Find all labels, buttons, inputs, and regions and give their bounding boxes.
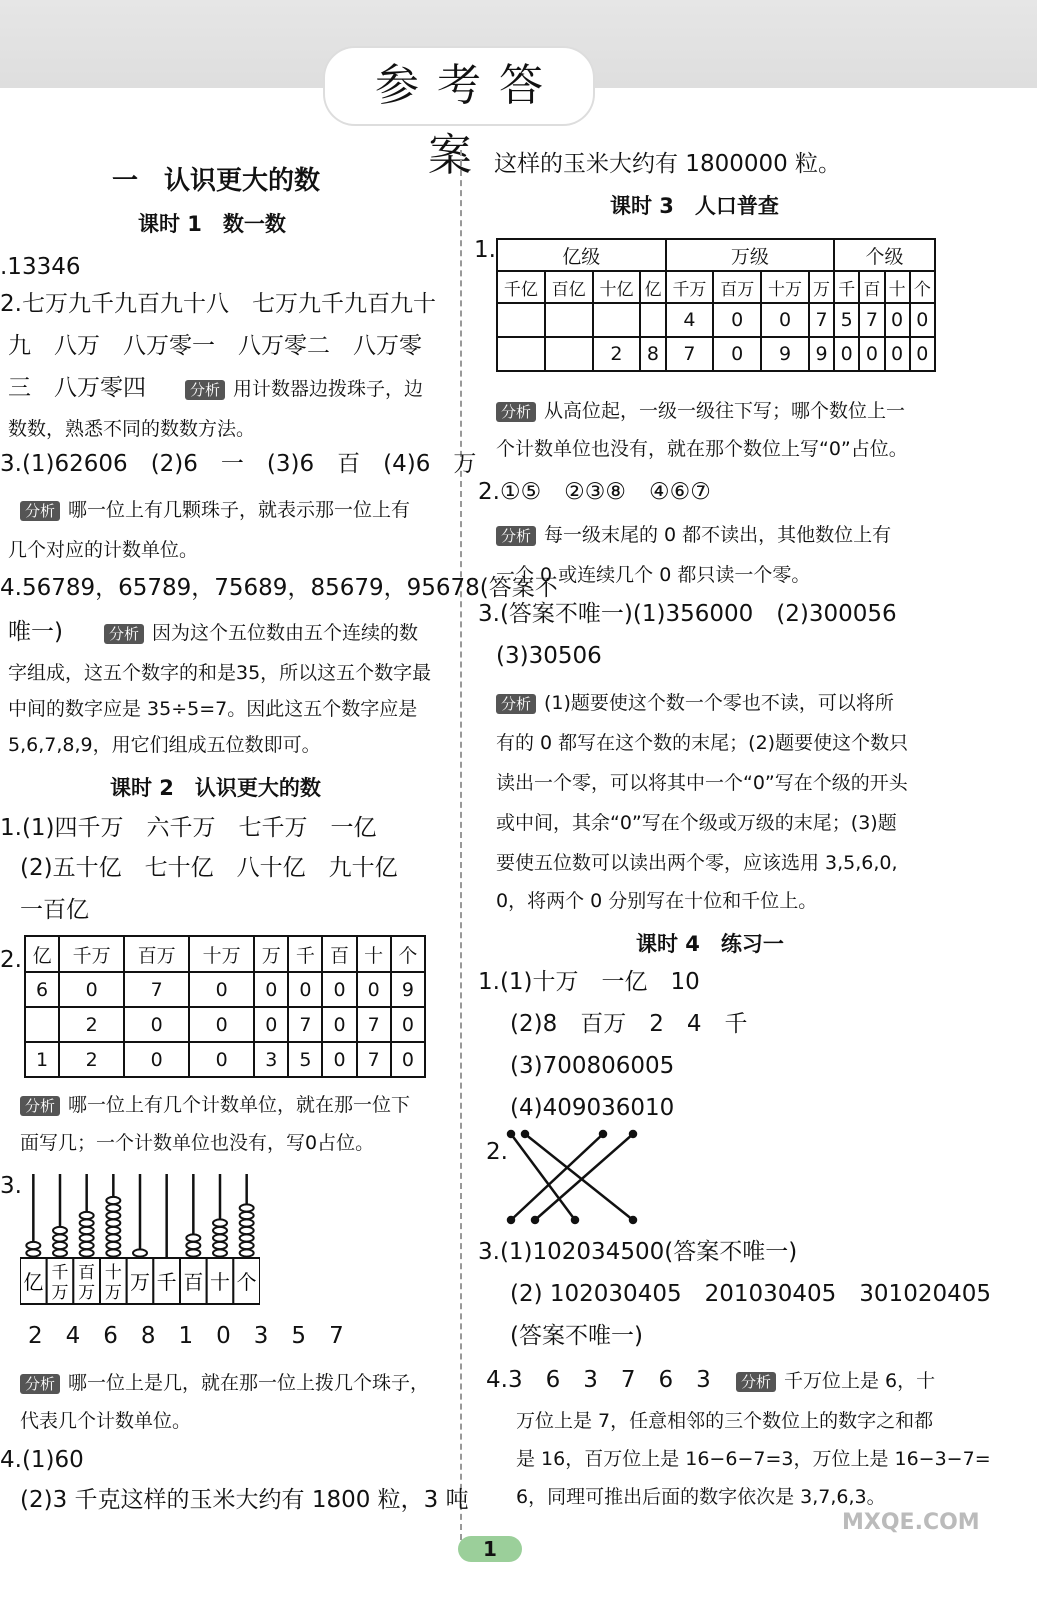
table-cell <box>497 303 545 337</box>
abacus-bead <box>106 1234 120 1241</box>
lesson2-title: 课时 2 认识更大的数 <box>110 776 321 800</box>
watermark: MXQE.COM <box>842 1510 980 1535</box>
l4-q4-analysis-a <box>736 1368 935 1394</box>
table-cell <box>545 337 593 371</box>
l1-q2-line3: 三 八万零四 <box>8 375 146 401</box>
abacus-bead <box>80 1234 94 1241</box>
table-cell: 0 <box>910 337 935 371</box>
abacus-label: 万 <box>51 1283 69 1303</box>
table-row <box>25 972 425 1007</box>
table-cell: 7 <box>357 1007 391 1042</box>
analysis-text: 从高位起，一级一级往下写；哪个数位上一 <box>544 400 906 422</box>
l1-q4-analysis-c: 中间的数字应是 35÷5=7。因此这五个数字应是 <box>8 698 418 720</box>
table-row <box>25 1007 425 1042</box>
place-value-table-levels <box>496 238 936 372</box>
l2-q3-analysis-b: 代表几个计数单位。 <box>20 1410 192 1432</box>
abacus-bead <box>106 1212 120 1219</box>
abacus-bead <box>240 1249 254 1256</box>
l2-q1-line1: 1.(1)四千万 六千万 七千万 一亿 <box>0 815 377 841</box>
table-header-row <box>497 271 935 303</box>
table-cell: 0 <box>834 337 859 371</box>
abacus-label: 千 <box>51 1263 69 1283</box>
title-box <box>325 48 593 181</box>
table-cell: 0 <box>859 337 884 371</box>
table-row <box>497 303 935 337</box>
table-cell: 0 <box>322 972 356 1007</box>
match-dot <box>600 1131 606 1137</box>
analysis-badge: 分析 <box>185 380 225 400</box>
table-header-cell: 百亿 <box>545 271 593 303</box>
table-cell: 0 <box>322 1007 356 1042</box>
table-cell: 9 <box>761 337 809 371</box>
abacus-bead <box>240 1227 254 1234</box>
table-cell: 0 <box>254 972 288 1007</box>
abacus-bead <box>213 1249 227 1256</box>
l1-q4-analysis-a <box>104 620 418 646</box>
page-number: 1 <box>458 1536 522 1562</box>
abacus-bead <box>106 1242 120 1249</box>
analysis-badge: 分析 <box>20 1096 60 1116</box>
l2-q1-line2: (2)五十亿 七十亿 八十亿 九十亿 <box>20 855 398 881</box>
match-line <box>511 1134 603 1220</box>
abacus-bead <box>186 1234 200 1241</box>
abacus-bead <box>106 1219 120 1226</box>
abacus-bead <box>80 1212 94 1219</box>
abacus-label: 百 <box>78 1263 96 1283</box>
table-header-cell: 千 <box>834 271 859 303</box>
table-header-cell: 万 <box>254 936 288 972</box>
table-cell: 4 <box>666 303 714 337</box>
table-cell: 0 <box>189 1042 254 1077</box>
table-cell: 0 <box>761 303 809 337</box>
l2-q3-label: 3. <box>0 1173 22 1199</box>
l3-q1-label: 1. <box>474 237 496 263</box>
lesson1-title: 课时 1 数一数 <box>138 212 286 236</box>
place-value-table <box>24 935 426 1078</box>
table-header-cell: 百 <box>859 271 884 303</box>
table-cell: 2 <box>59 1007 124 1042</box>
table-header-cell: 百万 <box>713 271 761 303</box>
abacus-bead <box>26 1242 40 1249</box>
table-cell: 9 <box>809 337 834 371</box>
table-header-cell: 千 <box>288 936 322 972</box>
analysis-text: 每一级末尾的 0 都不读出，其他数位上有 <box>544 524 892 546</box>
l1-q2-line2: 九 八万 八万零一 八万零二 八万零 <box>8 333 422 359</box>
abacus-bead <box>53 1249 67 1256</box>
table-header-cell: 千万 <box>59 936 124 972</box>
abacus-label: 万 <box>130 1270 150 1294</box>
l3-q3-analysis-d: 或中间，其余“0”写在个级或万级的末尾；(3)题 <box>496 812 897 834</box>
l2-q2-analysis-b: 面写几；一个计数单位也没有，写0占位。 <box>20 1132 375 1154</box>
table-cell <box>640 303 665 337</box>
table-cell: 0 <box>713 337 761 371</box>
l3-q2-analysis-b: 一个 0 或连续几个 0 都只读一个零。 <box>496 564 811 586</box>
match-dot <box>508 1217 514 1223</box>
lesson3-title: 课时 3 人口普查 <box>610 194 779 218</box>
l3-q3-analysis-e: 要使五位数可以读出两个零，应该选用 3,5,6,0, <box>496 852 898 874</box>
table-cell: 2 <box>593 337 641 371</box>
table-cell: 0 <box>124 1007 189 1042</box>
l1-q4-analysis-b: 字组成，这五个数字的和是35，所以这五个数字最 <box>8 662 432 684</box>
l1-q3-analysis-a <box>20 497 410 523</box>
l4-q1-line1: 1.(1)十万 一亿 10 <box>478 969 700 995</box>
abacus-label: 亿 <box>23 1270 44 1294</box>
l4-q1-line3: (3)700806005 <box>510 1053 675 1079</box>
table-header-cell: 十亿 <box>593 271 641 303</box>
l1-q3-analysis-b: 几个对应的计数单位。 <box>8 539 199 561</box>
abacus-bead <box>240 1212 254 1219</box>
analysis-badge: 分析 <box>104 624 144 644</box>
table-cell: 7 <box>357 1042 391 1077</box>
analysis-badge: 分析 <box>20 1374 60 1394</box>
table-cell: 0 <box>713 303 761 337</box>
analysis-text: 哪一位上是几，就在那一位上拨几个珠子， <box>68 1372 430 1394</box>
table-cell <box>25 1007 59 1042</box>
abacus-bead <box>80 1227 94 1234</box>
table-cell: 5 <box>288 1042 322 1077</box>
table-header-cell: 十万 <box>761 271 809 303</box>
abacus-bead <box>80 1242 94 1249</box>
table-level-cell: 万级 <box>666 239 835 271</box>
l4-q3-line1: 3.(1)102034500(答案不唯一) <box>478 1239 798 1265</box>
l3-q1-analysis-b: 个计数单位也没有，就在那个数位上写“0”占位。 <box>496 438 908 460</box>
analysis-text: 千万位上是 6，十 <box>784 1370 936 1392</box>
table-cell: 0 <box>189 972 254 1007</box>
page-title: 参考答案 <box>375 60 561 181</box>
match-dot <box>532 1217 538 1223</box>
analysis-badge: 分析 <box>496 402 536 422</box>
analysis-badge: 分析 <box>736 1372 776 1392</box>
table-level-cell: 个级 <box>834 239 935 271</box>
abacus-bead <box>53 1227 67 1234</box>
table-header-cell: 千亿 <box>497 271 545 303</box>
table-cell: 1 <box>25 1042 59 1077</box>
match-dot <box>630 1217 636 1223</box>
l3-q3-analysis-f: 0，将两个 0 分别写在十位和千位上。 <box>496 890 818 912</box>
table-cell: 0 <box>124 1042 189 1077</box>
abacus-bead <box>186 1242 200 1249</box>
l4-q1-line4: (4)409036010 <box>510 1095 675 1121</box>
table-cell: 2 <box>59 1042 124 1077</box>
l1-q4-analysis-d: 5,6,7,8,9，用它们组成五位数即可。 <box>8 734 321 756</box>
abacus-bead <box>213 1219 227 1226</box>
table-cell <box>497 337 545 371</box>
table-header-cell: 千万 <box>666 271 714 303</box>
analysis-text: 哪一位上有几颗珠子，就表示那一位上有 <box>68 499 411 521</box>
l3-q2: 2.①⑤ ②③⑧ ④⑥⑦ <box>478 479 711 505</box>
l4-q2-label: 2. <box>486 1139 508 1165</box>
abacus-label: 十 <box>210 1270 230 1294</box>
l4-q4-prefix: 4.3 6 3 7 6 3 <box>486 1367 711 1393</box>
table-header-cell: 百 <box>322 936 356 972</box>
abacus-bead <box>80 1219 94 1226</box>
l3-q3-line2: (3)30506 <box>496 643 602 669</box>
table-cell: 0 <box>288 972 322 1007</box>
match-dot <box>508 1131 514 1137</box>
table-header-cell: 亿 <box>640 271 665 303</box>
table-cell: 0 <box>910 303 935 337</box>
abacus-bead <box>80 1249 94 1256</box>
l3-q3-analysis-c: 读出一个零，可以将其中一个“0”写在个级的开头 <box>496 772 908 794</box>
analysis-badge: 分析 <box>496 526 536 546</box>
abacus-bead <box>240 1234 254 1241</box>
abacus-digits: 2 4 6 8 1 0 3 5 7 <box>28 1323 344 1349</box>
abacus-bead <box>53 1242 67 1249</box>
abacus-bead <box>240 1219 254 1226</box>
abacus-bead <box>213 1234 227 1241</box>
table-header-cell: 十 <box>885 271 910 303</box>
match-dot <box>572 1217 578 1223</box>
l2-q2-analysis-a <box>20 1092 410 1118</box>
unit-title: 一 认识更大的数 <box>112 166 321 196</box>
l4-q4-analysis-c: 是 16，百万位上是 16−6−7=3，万位上是 16−3−7= <box>516 1448 991 1470</box>
table-cell: 0 <box>59 972 124 1007</box>
table-row <box>25 1042 425 1077</box>
analysis-text: 用计数器边拨珠子，边 <box>233 378 424 400</box>
l2-q2-label: 2. <box>0 947 22 973</box>
abacus-bead <box>106 1249 120 1256</box>
l1-q2-analysis-b: 数数，熟悉不同的数数方法。 <box>8 418 256 440</box>
table-cell: 0 <box>254 1007 288 1042</box>
table-cell <box>593 303 641 337</box>
l4-q3-line3: (答案不唯一) <box>510 1323 643 1349</box>
l2-q3-analysis-a <box>20 1370 429 1396</box>
abacus-bead <box>106 1204 120 1211</box>
matching-lines-diagram <box>505 1128 640 1226</box>
analysis-text: 哪一位上有几个计数单位，就在那一位下 <box>68 1094 411 1116</box>
analysis-text: 因为这个五位数由五个连续的数 <box>152 622 419 644</box>
abacus-bead <box>53 1234 67 1241</box>
abacus-label: 百 <box>183 1270 204 1294</box>
l1-q3: 3.(1)62606 (2)6 一 (3)6 百 (4)6 万 <box>0 451 477 477</box>
l1-q4-line1: 4.56789，65789，75689，85679，95678(答案不 <box>0 575 558 601</box>
table-cell: 7 <box>859 303 884 337</box>
abacus-bead <box>240 1204 254 1211</box>
table-cell: 6 <box>25 972 59 1007</box>
abacus-bead <box>106 1227 120 1234</box>
table-cell: 0 <box>885 337 910 371</box>
table-cell <box>545 303 593 337</box>
l2-q4-line1: 4.(1)60 <box>0 1447 84 1473</box>
table-cell: 5 <box>834 303 859 337</box>
abacus-label: 万 <box>78 1283 96 1303</box>
l4-q4-analysis-b: 万位上是 7，任意相邻的三个数位上的数字之和都 <box>516 1410 934 1432</box>
table-header-cell: 百万 <box>124 936 189 972</box>
abacus-bead <box>240 1242 254 1249</box>
abacus-bead <box>213 1242 227 1249</box>
table-cell: 9 <box>391 972 425 1007</box>
table-header-cell: 个 <box>910 271 935 303</box>
table-cell: 0 <box>885 303 910 337</box>
table-cell: 0 <box>357 972 391 1007</box>
abacus-label: 千 <box>156 1270 177 1294</box>
match-dot <box>522 1131 528 1137</box>
table-cell: 7 <box>124 972 189 1007</box>
analysis-badge: 分析 <box>496 694 536 714</box>
l4-q1-line2: (2)8 百万 2 4 千 <box>510 1011 748 1037</box>
table-cell: 7 <box>666 337 714 371</box>
r-cont-line: 这样的玉米大约有 1800000 粒。 <box>494 151 842 177</box>
analysis-text: (1)题要使这个数一个零也不读，可以将所 <box>544 692 894 714</box>
table-header-cell: 十 <box>357 936 391 972</box>
analysis-badge: 分析 <box>20 501 60 521</box>
l3-q1-analysis-a <box>496 398 905 424</box>
table-level-cell: 亿级 <box>497 239 666 271</box>
l3-q3-line1: 3.(答案不唯一)(1)356000 (2)300056 <box>478 601 897 627</box>
table-header-row <box>25 936 425 972</box>
column-divider <box>460 150 462 1550</box>
l3-q2-analysis-a <box>496 522 891 548</box>
abacus-label: 万 <box>104 1283 122 1303</box>
l3-q3-analysis-b: 有的 0 都写在这个数的末尾；(2)题要使这个数只 <box>496 732 909 754</box>
l1-q2-line1: 2.七万九千九百九十八 七万九千九百九十 <box>0 291 436 317</box>
table-cell: 0 <box>322 1042 356 1077</box>
l1-q4-line2: 唯一) <box>8 619 63 645</box>
l2-q4-line2: (2)3 千克这样的玉米大约有 1800 粒，3 吨 <box>20 1487 469 1513</box>
table-level-row <box>497 239 935 271</box>
abacus-diagram <box>20 1170 260 1310</box>
l1-q2-analysis-a <box>185 376 423 402</box>
table-cell: 7 <box>809 303 834 337</box>
table-cell: 3 <box>254 1042 288 1077</box>
l2-q1-line3: 一百亿 <box>20 897 89 923</box>
l4-q3-line2: (2) 102030405 201030405 301020405 <box>510 1281 991 1307</box>
table-header-cell: 万 <box>809 271 834 303</box>
abacus-bead <box>26 1249 40 1256</box>
table-cell: 0 <box>189 1007 254 1042</box>
abacus-bead <box>106 1197 120 1204</box>
abacus-bead <box>186 1249 200 1256</box>
table-cell: 0 <box>391 1042 425 1077</box>
table-header-cell: 十万 <box>189 936 254 972</box>
table-header-cell: 亿 <box>25 936 59 972</box>
table-cell: 8 <box>640 337 665 371</box>
l4-q4-analysis-d: 6，同理可推出后面的数字依次是 3,7,6,3。 <box>516 1486 886 1508</box>
table-cell: 7 <box>288 1007 322 1042</box>
match-dot <box>630 1131 636 1137</box>
table-row <box>497 337 935 371</box>
table-cell: 0 <box>391 1007 425 1042</box>
table-header-cell: 个 <box>391 936 425 972</box>
l1-q1: .13346 <box>0 254 81 280</box>
abacus-bead <box>133 1249 147 1256</box>
lesson4-title: 课时 4 练习一 <box>636 932 784 956</box>
abacus-label: 个 <box>236 1270 257 1294</box>
abacus-label: 十 <box>104 1263 122 1283</box>
l3-q3-analysis-a <box>496 690 894 716</box>
abacus-bead <box>213 1227 227 1234</box>
